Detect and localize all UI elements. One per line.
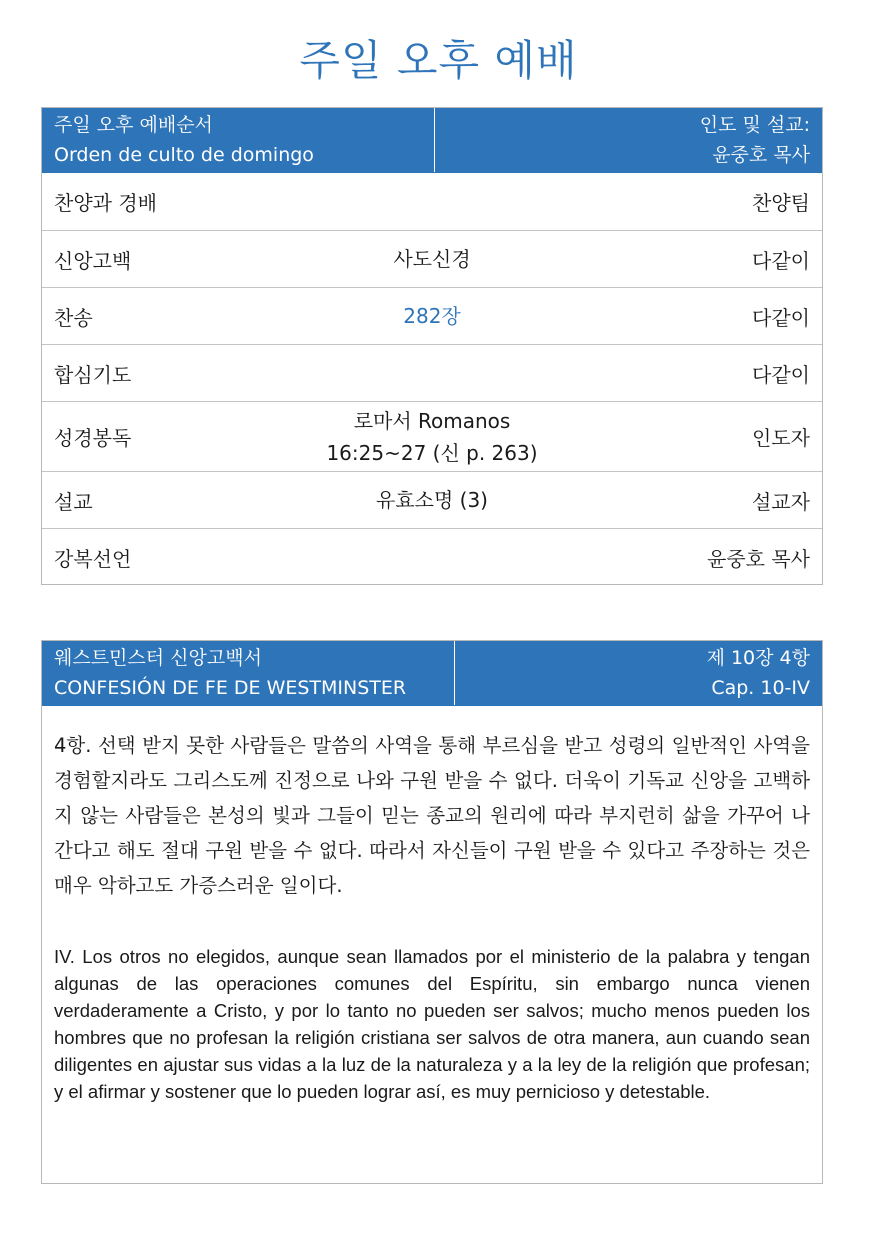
row-who: 찬양팀 (752, 191, 810, 215)
row-item: 찬송 (54, 305, 93, 330)
order-of-worship-table (41, 107, 823, 585)
row-item: 강복선언 (54, 546, 132, 571)
row-item: 신앙고백 (54, 248, 132, 273)
table-row (42, 287, 822, 344)
confession-section (41, 640, 823, 1184)
confession-header (42, 641, 822, 706)
sermon-title: 유효소명 (3) (376, 488, 488, 512)
order-header-title-es: Orden de culto de domingo (54, 144, 314, 166)
table-row (42, 344, 822, 401)
row-detail: 사도신경 (393, 247, 471, 271)
table-row (42, 471, 822, 528)
row-item: 합심기도 (54, 362, 132, 387)
table-row (42, 401, 822, 471)
row-who: 다같이 (752, 248, 810, 273)
scripture-book: 로마서 Romanos (353, 408, 511, 433)
chapter-ko: 제 10장 4항 (706, 647, 810, 669)
leader-label: 인도 및 설교: (699, 114, 810, 136)
row-who: 인도자 (752, 426, 810, 450)
confession-header-right (455, 641, 822, 705)
order-header-right (435, 108, 822, 172)
row-item: 설교 (54, 489, 93, 514)
confession-text-es: IV. Los otros no elegidos, aunque sean llamados por el ministerio de la palabra y tengan algunas de las operaciones comunes del Espíritu, sin embargo nunca vienen verdaderamente a Cristo, y por lo tanto no pueden ser salvos; mucho menos pueden los hombres que no profesan la religión cristiana ser salvos de otra manera, aun cuando sean diligentes en ajustar sus vidas a la luz de la naturaleza y a la ley de la religión que profesan; y el afirmar y sostener que lo pueden lograr así, es muy pernicioso y detestable. (54, 946, 810, 1102)
row-who: 다같이 (752, 362, 810, 387)
leader-name: 윤중호 목사 (712, 144, 810, 166)
order-header-title-ko: 주일 오후 예배순서 (54, 114, 213, 136)
confession-title-es: CONFESIÓN DE FE DE WESTMINSTER (54, 677, 407, 699)
confession-text-ko: 4항. 선택 받지 못한 사람들은 말씀의 사역을 통해 부르심을 받고 성령의 일반적인 사역을 경험할지라도 그리스도께 진정으로 나와 구원 받을 수 없다. 더욱이 기독교 신앙을 고백하지 않는 사람들은 본성의 빛과 그들이 믿는 종교의 원리에 따라 부지런히 삶을 가꾸어 나간다고 해도 절대 구원 받을 수 없다. 따라서 자신들이 구원 받을 수 있다고 주장하는 것은 매우 악하고도 가증스러운 일이다. (54, 734, 810, 897)
row-item: 찬양과 경배 (54, 191, 157, 215)
scripture-verses: 16:25~27 (신 p. 263) (326, 440, 538, 465)
order-header-left (42, 108, 435, 172)
row-who: 윤중호 목사 (707, 546, 810, 571)
confession-body (42, 706, 822, 1105)
scripture-reference (294, 405, 570, 469)
table-row (42, 230, 822, 287)
table-row (42, 173, 822, 230)
hymn-number: 282장 (403, 304, 461, 328)
page-title: 주일 오후 예배 (299, 36, 578, 85)
row-item: 성경봉독 (54, 426, 132, 450)
order-header (42, 108, 822, 173)
row-who: 다같이 (752, 305, 810, 330)
chapter-es: Cap. 10-IV (711, 677, 810, 699)
confession-header-left (42, 641, 455, 705)
row-who: 설교자 (752, 489, 810, 514)
table-row (42, 528, 822, 585)
confession-title-ko: 웨스트민스터 신앙고백서 (54, 647, 262, 669)
